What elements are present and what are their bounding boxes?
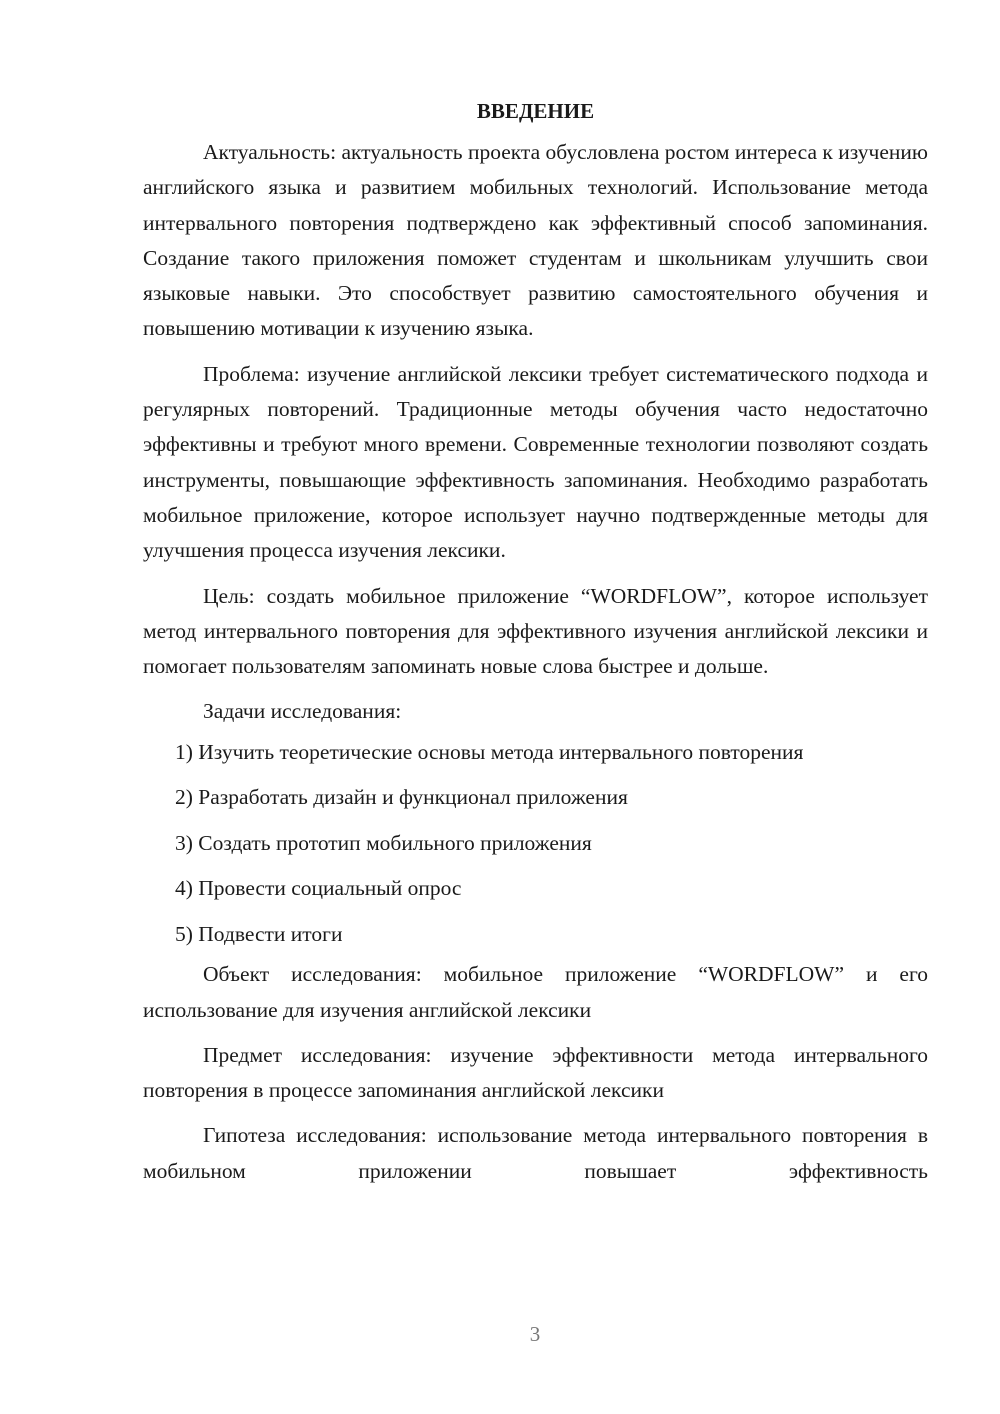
relevance-paragraph: Актуальность: актуальность проекта обусловлена ростом интереса к изучению английского языка и развитием мобильных технологий. Использование метода интервального повторения подтверждено как эффективный способ запоминания. Создание такого приложения поможет студентам и школьникам улучшить свои языковые навыки. Это способствует развитию самостоятельного обучения и повышению мотивации к изучению языка. bbox=[143, 140, 928, 341]
section-title: ВВЕДЕНИЕ bbox=[476, 99, 595, 123]
page-number: 3 bbox=[529, 1322, 541, 1346]
tasks-heading: Задачи исследования: bbox=[203, 699, 402, 724]
task-item: 5) Подвести итоги bbox=[175, 921, 343, 946]
task-item: 1) Изучить теоретические основы метода интервального повторения bbox=[175, 739, 804, 764]
task-item: 2) Разработать дизайн и функционал приложения bbox=[175, 785, 628, 810]
subject-paragraph: Предмет исследования: изучение эффективности метода интервального повторения в процессе запоминания английской лексики bbox=[143, 1042, 928, 1103]
tasks-list bbox=[143, 730, 928, 958]
task-item: 3) Создать прототип мобильного приложения bbox=[175, 830, 592, 855]
object-paragraph: Объект исследования: мобильное приложение “WORDFLOW” и его использование для изучения английской лексики bbox=[143, 962, 928, 1022]
problem-paragraph: Проблема: изучение английской лексики требует систематического подхода и регулярных повторений. Традиционные методы обучения часто недостаточно эффективны и требуют много времени. Современные технологии позволяют создать инструменты, повышающие эффективность запоминания. Необходимо разработать мобильное приложение, которое использует научно подтвержденные методы для улучшения процесса изучения лексики. bbox=[143, 361, 928, 563]
hypothesis-paragraph: Гипотеза исследования: использование метода интервального повторения в мобильном приложении повышает эффективность bbox=[143, 1123, 928, 1183]
task-item: 4) Провести социальный опрос bbox=[175, 876, 462, 901]
document-page bbox=[143, 95, 928, 1189]
goal-paragraph: Цель: создать мобильное приложение “WORDFLOW”, которое использует метод интервального повторения для эффективного изучения английской лексики и помогает пользователям запоминать новые слова быстрее и дольше. bbox=[143, 583, 928, 679]
